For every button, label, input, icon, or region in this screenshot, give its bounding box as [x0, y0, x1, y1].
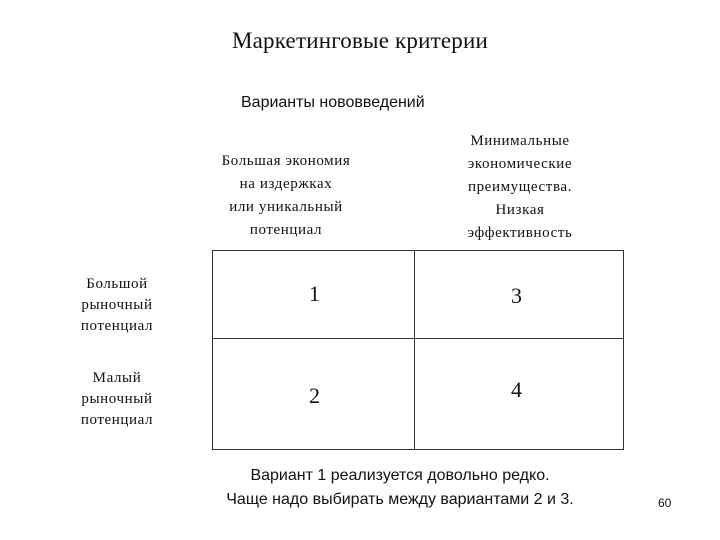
matrix-cell-2: 2: [309, 383, 320, 408]
row-header-line: потенциал: [80, 318, 154, 334]
column-header-line: Минимальные: [470, 133, 570, 149]
column-header-line: преимущества.: [467, 179, 573, 195]
page-number: 60: [658, 496, 672, 510]
column-header-line: Низкая: [495, 202, 545, 218]
conclusion-line-1: Вариант 1 реализуется довольно редко.: [250, 467, 550, 484]
column-header-low-efficiency: [440, 130, 600, 245]
matrix-cell-3: 3: [511, 283, 522, 308]
matrix-subtitle: Варианты нововведений: [241, 94, 425, 111]
column-header-line: Большая экономия: [221, 153, 351, 169]
column-header-line: на издержках: [239, 176, 333, 192]
matrix-vertical-divider: [414, 251, 415, 449]
matrix-cell-1: 1: [309, 281, 320, 306]
page-title: Маркетинговые критерии: [231, 28, 489, 53]
column-header-high-savings: [196, 150, 376, 242]
row-header-line: Малый: [92, 370, 142, 386]
column-header-line: эффективность: [467, 225, 573, 241]
row-header-line: рыночный: [81, 297, 153, 313]
conclusion-line-2: Чаще надо выбирать между вариантами 2 и 3.: [226, 491, 574, 508]
matrix-cell-4: 4: [511, 377, 522, 402]
row-header-line: Большой: [86, 276, 148, 292]
matrix-horizontal-divider: [213, 338, 623, 339]
row-header-line: потенциал: [80, 412, 154, 428]
row-header-line: рыночный: [81, 391, 153, 407]
column-header-line: экономические: [467, 156, 573, 172]
conclusion-text: [150, 464, 650, 512]
innovation-matrix: [212, 250, 624, 450]
row-header-large-market: [62, 274, 172, 337]
column-header-line: или уникальный: [229, 199, 343, 215]
row-header-small-market: [62, 368, 172, 431]
column-header-line: потенциал: [249, 222, 323, 238]
